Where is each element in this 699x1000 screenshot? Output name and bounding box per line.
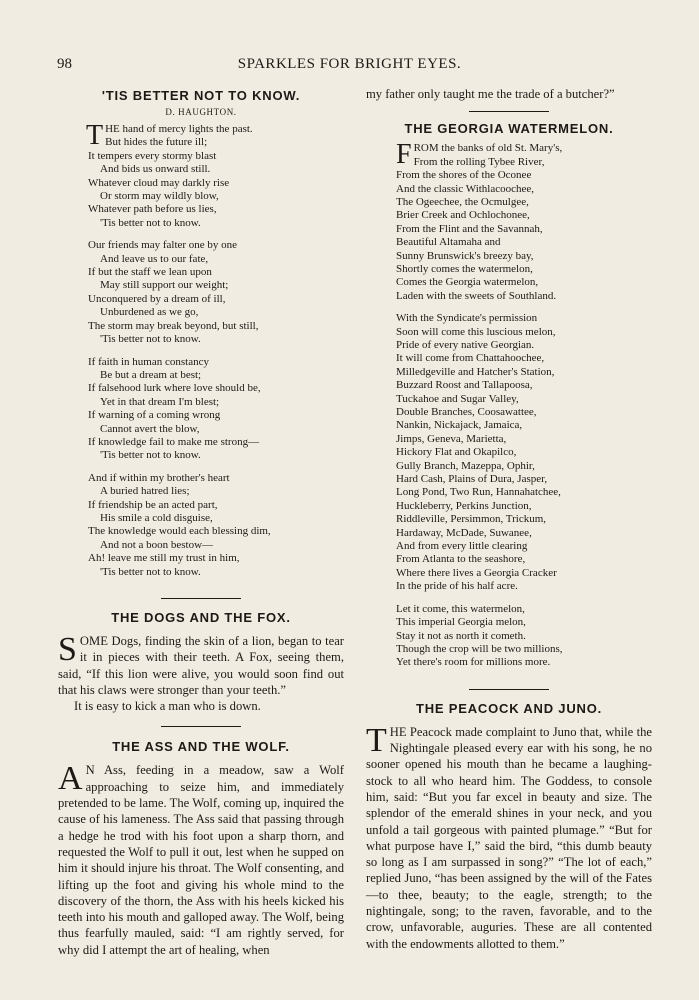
verse-line: 'Tis better not to know.	[100, 333, 201, 346]
verse-line: This imperial Georgia melon,	[396, 616, 526, 629]
verse-line: Though the crop will be two millions,	[396, 642, 563, 655]
verse-line: Nankin, Nickajack, Jamaica,	[396, 419, 523, 432]
fable2-body	[58, 762, 344, 958]
poem1-author: D. HAUGHTON.	[165, 107, 237, 117]
fable2-dropcap: A	[58, 760, 83, 798]
verse-line: But hides the future ill;	[105, 136, 208, 149]
poem2-stanza	[396, 139, 652, 303]
fable3-body	[366, 721, 652, 952]
verse-line: Shortly comes the watermelon,	[396, 262, 533, 275]
verse-line: Our friends may falter one by one	[88, 239, 238, 252]
poem1-stanza	[88, 356, 344, 463]
verse-line: Hard Cash, Plains of Dura, Jasper,	[396, 473, 548, 486]
fable3-dropcap: T	[366, 721, 387, 759]
verse-line: From the rolling Tybee River,	[413, 155, 545, 168]
verse-line: Whatever path before us lies,	[88, 203, 217, 216]
verse-line: With the Syndicate's permission	[396, 312, 538, 325]
verse-line: Buzzard Roost and Tallapoosa,	[396, 379, 533, 392]
verse-line: If knowledge fail to make me strong—	[88, 435, 260, 448]
verse-line: Or storm may wildly blow,	[100, 190, 219, 203]
fable3-title: THE PEACOCK AND JUNO.	[415, 700, 603, 716]
fable1-body	[58, 633, 344, 698]
verse-line: And from every little clearing	[396, 540, 528, 553]
running-head: SPARKLES FOR BRIGHT EYES.	[237, 56, 462, 72]
verse-line: It tempers every stormy blast	[88, 149, 217, 162]
verse-line: If warning of a coming wrong	[88, 409, 221, 422]
poem1-title: 'TIS BETTER NOT TO KNOW.	[101, 88, 301, 103]
verse-line: Brier Creek and Ochlochonee,	[396, 209, 530, 222]
verse-line: The knowledge would each blessing dim,	[88, 525, 271, 538]
verse-line: Yet in that dream I'm blest;	[100, 395, 220, 408]
verse-line: From Atlanta to the seashore,	[396, 553, 526, 566]
verse-line: Huckleberry, Perkins Junction,	[396, 499, 532, 512]
verse-line: Yet there's room for millions more.	[396, 656, 551, 669]
verse-line: Unburdened as we go,	[100, 306, 199, 319]
verse-line: From the Flint and the Savannah,	[396, 222, 543, 235]
left-column	[58, 88, 344, 958]
verse-line: Be but a dream at best;	[100, 368, 202, 381]
verse-line: And if within my brother's heart	[88, 471, 230, 484]
verse-line: ROM the banks of old St. Mary's,	[413, 142, 563, 155]
fable1-text: OME Dogs, finding the skin of a lion, began to tear it in pieces with their teeth. A Fox, seeing them, said, “If this lion were alive, you would soon find out that his claws were stronger than your teeth.”	[58, 634, 344, 697]
verse-line: 'Tis better not to know.	[100, 565, 201, 578]
poem2-stanza	[396, 312, 652, 594]
verse-line: Soon will come this luscious melon,	[396, 325, 556, 338]
verse-line: Long Pond, Two Run, Hannahatchee,	[396, 486, 561, 499]
fable1-title: THE DOGS AND THE FOX.	[111, 610, 291, 625]
poem1-dropcap: T	[86, 120, 104, 151]
verse-line: Riddleville, Persimmon, Trickum,	[396, 513, 547, 526]
verse-line: 'Tis better not to know.	[100, 449, 201, 462]
poem2-dropcap: F	[396, 139, 412, 171]
fable3-text: HE Peacock made complaint to Juno that, while the Nightingale pleased every ear with his song, he no sooner opened his mouth than he became a laughing-stock to all who heard him. The Goddess, to console him, said: “But you far excel in beauty and size. The splendor of the emerald shines in your neck, and you unfold a tail gorgeous with painted plumage.” “But for what purpose have I,” said the bird, “this dumb beauty so long as I am surpassed in song?” “The lot of each,” replied Juno, “has been assigned by the will of the Fates—to thee, beauty; to the eagle, strength; to the nightingale, song; to the raven, favorable, and to the crow, unfavorable, auguries. These are all contented with the endowments allotted to them.”	[366, 724, 652, 951]
verse-line: In the pride of his half acre.	[396, 580, 518, 593]
verse-line: And not a boon bestow—	[100, 538, 214, 551]
verse-line: HE hand of mercy lights the past.	[105, 123, 253, 135]
page-header	[0, 56, 699, 76]
verse-line: 'Tis better not to know.	[100, 216, 201, 229]
verse-line: And the classic Withlacoochee,	[396, 182, 535, 195]
verse-line: Ah! leave me still my trust in him,	[88, 552, 240, 565]
right-column	[366, 88, 652, 952]
verse-line: Tuckahoe and Sugar Valley,	[396, 392, 519, 405]
verse-line: Hardaway, McDade, Suwanee,	[396, 526, 532, 539]
verse-line: Sunny Brunswick's breezy bay,	[396, 249, 534, 262]
poem1-body	[58, 120, 344, 579]
verse-line: Beautiful Altamaha and	[396, 236, 501, 249]
verse-line: If friendship be an acted part,	[88, 498, 218, 511]
verse-line: Gully Branch, Mazeppa, Ophir,	[396, 459, 535, 472]
verse-line: Comes the Georgia watermelon,	[396, 276, 539, 289]
verse-line: The storm may break beyond, but still,	[88, 319, 259, 332]
poem1-stanza	[86, 120, 344, 230]
poem1-stanza	[88, 239, 344, 346]
verse-line: Milledgeville and Hatcher's Station,	[396, 365, 555, 378]
verse-line: From the shores of the Oconee	[396, 169, 532, 182]
verse-line: Laden with the sweets of Southland.	[396, 289, 557, 302]
verse-line: Jimps, Geneva, Marietta,	[396, 432, 507, 445]
verse-line: It will come from Chattahoochee,	[396, 352, 545, 365]
poem1-stanza	[88, 472, 344, 579]
verse-line: The Ogeechee, the Ocmulgee,	[396, 195, 529, 208]
verse-line: Cannot avert the blow,	[100, 422, 200, 435]
verse-line: Stay it not as north it cometh.	[396, 629, 526, 642]
verse-line: Hickory Flat and Okapilco,	[396, 446, 517, 459]
verse-line: If but the staff we lean upon	[88, 266, 212, 279]
verse-line: Let it come, this watermelon,	[396, 602, 525, 615]
verse-line: Unconquered by a dream of ill,	[88, 292, 226, 305]
verse-line: If faith in human constancy	[88, 355, 209, 368]
poem2-stanza	[396, 603, 652, 670]
fable1-moral: It is easy to kick a man who is down.	[74, 699, 261, 714]
poem2-body	[366, 139, 652, 669]
verse-line: A buried hatred lies;	[100, 485, 190, 498]
poem2-title: THE GEORGIA WATERMELON.	[404, 121, 614, 137]
verse-line: Whatever cloud may darkly rise	[88, 176, 230, 189]
fable2-title: THE ASS AND THE WOLF.	[112, 739, 290, 755]
page-number: 98	[57, 56, 72, 72]
fable2-continuation: my father only taught me the trade of a butcher?”	[366, 87, 615, 101]
verse-line: Pride of every native Georgian.	[396, 338, 535, 351]
verse-line: If falsehood lurk where love should be,	[88, 382, 261, 395]
verse-line: And bids us onward still.	[100, 163, 211, 176]
verse-line: Double Branches, Coosawattee,	[396, 406, 537, 419]
fable2-text: N Ass, feeding in a meadow, saw a Wolf approaching to seize him, and immediately pretended to be lame. The Wolf, coming up, inquired the cause of his lameness. The Ass said that passing through a hedge he trod with his foot upon a sharp thorn, and requested the Wolf to pull it out, lest when he supped on him it should injure his throat. The Wolf consenting, and lifting up the foot and giving his whole mind to the discovery of the thorn, the Ass with his heels kicked his teeth into his mouth and galloped away. The Wolf, being thus fearfully mauled, said: “I am rightly served, for why did I attempt the art of healing, when	[58, 763, 344, 957]
verse-line: His smile a cold disguise,	[100, 511, 213, 524]
verse-line: And leave us to our fate,	[100, 252, 209, 265]
verse-line: May still support our weight;	[100, 279, 229, 292]
verse-line: Where there lives a Georgia Cracker	[396, 566, 557, 579]
fable1-dropcap: S	[58, 631, 77, 668]
